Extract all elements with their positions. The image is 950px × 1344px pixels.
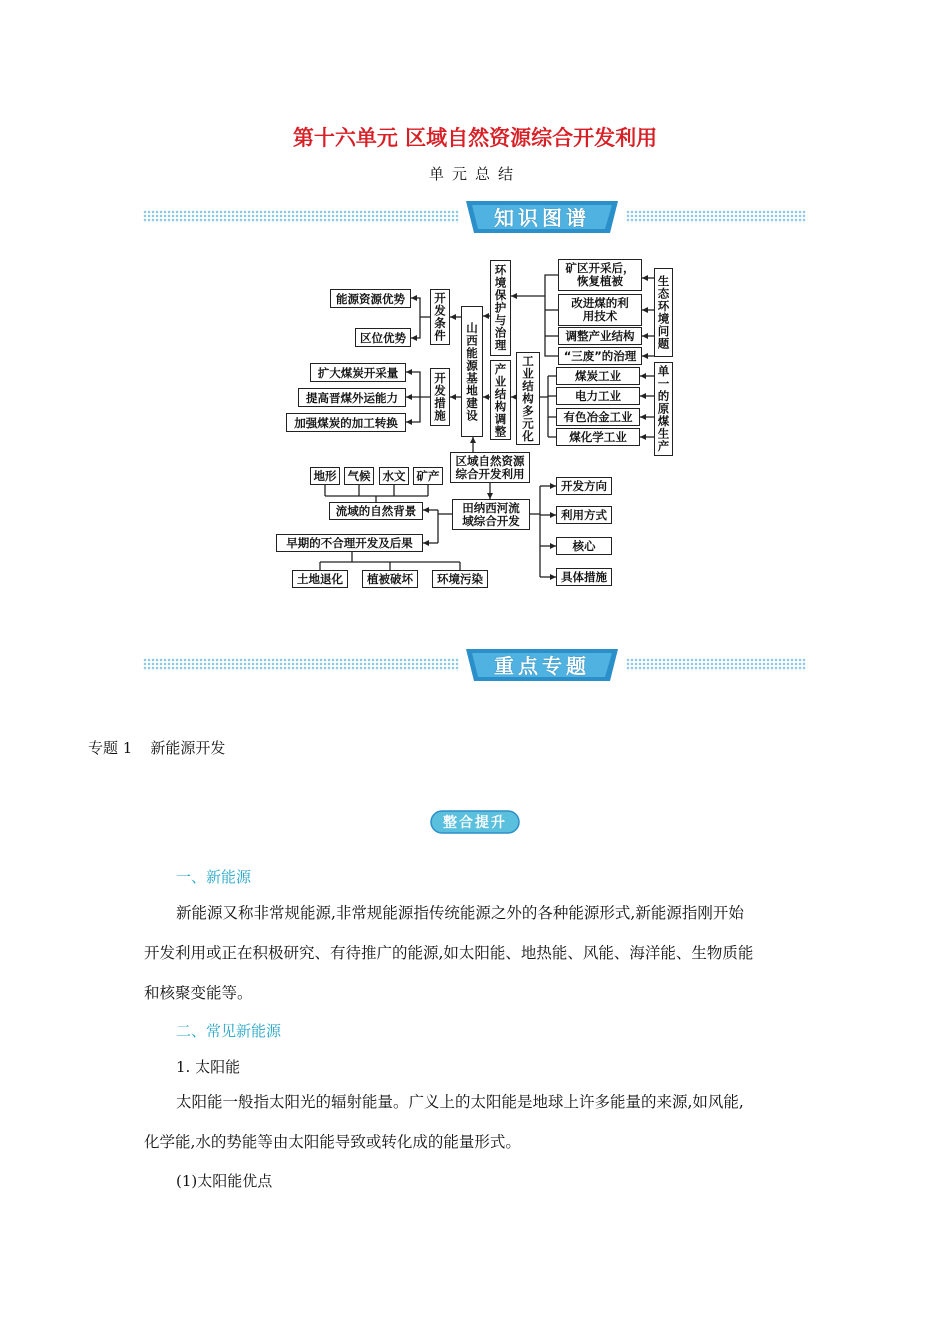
node-strengthen-coal-processing: 加强煤炭的加工转换 <box>286 413 406 432</box>
node-improve-coal-tech <box>558 294 642 326</box>
node-development-measures: 开发措施 <box>430 368 450 426</box>
node-nonferrous-metallurgy: 有色冶金工业 <box>556 408 640 426</box>
para-1-line-3: 和核聚变能等。 <box>144 984 253 1002</box>
page-subtitle: 单元总结 <box>428 165 521 183</box>
node-regional-resources <box>450 452 530 483</box>
node-improve-coal-tech-label: 改进煤的利用技术 <box>571 296 629 323</box>
node-environmental-protection: 环境保护与治理 <box>490 260 511 356</box>
page-title: 第十六单元 区域自然资源综合开发利用 <box>292 125 658 150</box>
node-mine-revegetation-label: 矿区开采后，恢复植被 <box>565 261 635 288</box>
para-1-line-1: 新能源又称非常规能源,非常规能源指传统能源之外的各种能源形式,新能源指刚开始 <box>176 904 744 922</box>
subheading-solar: 1. 太阳能 <box>176 1058 241 1076</box>
node-terrain: 地形 <box>310 467 340 485</box>
node-tennessee-development <box>452 499 530 530</box>
node-environmental-pollution: 环境污染 <box>432 570 488 588</box>
topic-name: 新能源开发 <box>150 739 226 757</box>
node-mine-revegetation <box>558 259 642 291</box>
node-development-direction: 开发方向 <box>556 477 612 495</box>
topic-label <box>88 737 225 758</box>
node-regional-resources-label: 区域自然资源综合开发利用 <box>455 453 525 481</box>
node-improve-coal-transport: 提高晋煤外运能力 <box>298 388 406 407</box>
node-energy-resource-advantage: 能源资源优势 <box>330 289 411 308</box>
node-hydrology: 水文 <box>379 467 409 485</box>
node-natural-background: 流域的自然背景 <box>329 502 423 520</box>
heading-common-new-energy: 二、常见新能源 <box>176 1022 282 1040</box>
node-industry-adjustment: 产业结构调整 <box>490 360 511 440</box>
node-ecological-problems: 生态环境问题 <box>654 268 673 357</box>
para-1-line-2: 开发利用或正在积极研究、有待推广的能源,如太阳能、地热能、风能、海洋能、生物质能 <box>144 944 754 962</box>
node-shanxi-energy-base: 山西能源基地建设 <box>461 306 483 437</box>
integration-badge-label: 整合提升 <box>443 815 507 831</box>
integration-badge <box>428 807 522 837</box>
banner-label-2: 重点专题 <box>494 654 590 678</box>
node-core: 核心 <box>556 537 612 555</box>
topic-number: 专题 1 <box>88 739 133 757</box>
node-coal-chemical-industry: 煤化学工业 <box>556 428 640 446</box>
node-industry-diversification: 工业结构多元化 <box>516 352 540 445</box>
node-vegetation-damage: 植被破坏 <box>362 570 418 588</box>
heading-new-energy: 一、新能源 <box>176 868 252 886</box>
node-adjust-industry-structure: 调整产业结构 <box>558 327 642 345</box>
dotted-rule-left-2 <box>143 658 459 671</box>
banner-label: 知识图谱 <box>494 206 590 230</box>
node-tennessee-development-label: 田纳西河流域综合开发 <box>462 500 520 528</box>
node-expand-coal-mining: 扩大煤炭开采量 <box>310 363 406 382</box>
node-single-raw-coal: 单一的原煤生产 <box>654 362 673 456</box>
node-coal-industry: 煤炭工业 <box>556 367 640 385</box>
node-location-advantage: 区位优势 <box>355 328 411 347</box>
node-climate: 气候 <box>344 467 374 485</box>
node-early-development: 早期的不合理开发及后果 <box>276 534 423 552</box>
node-minerals: 矿产 <box>413 467 443 485</box>
subheading-solar-advantages: (1)太阳能优点 <box>176 1172 273 1190</box>
node-utilization-mode: 利用方式 <box>556 506 612 524</box>
node-land-degradation: 土地退化 <box>292 570 348 588</box>
para-2-line-1: 太阳能一般指太阳光的辐射能量。广义上的太阳能是地球上许多能量的来源,如风能, <box>176 1093 744 1111</box>
dotted-rule-right-2 <box>626 658 806 671</box>
node-development-conditions: 开发条件 <box>430 289 450 345</box>
node-power-industry: 电力工业 <box>556 387 640 405</box>
node-specific-measures: 具体措施 <box>556 568 612 586</box>
key-topics-banner <box>0 645 950 685</box>
node-three-wastes-treatment: “三废”的治理 <box>558 347 642 365</box>
para-2-line-2: 化学能,水的势能等由太阳能导致或转化成的能量形式。 <box>144 1133 521 1151</box>
